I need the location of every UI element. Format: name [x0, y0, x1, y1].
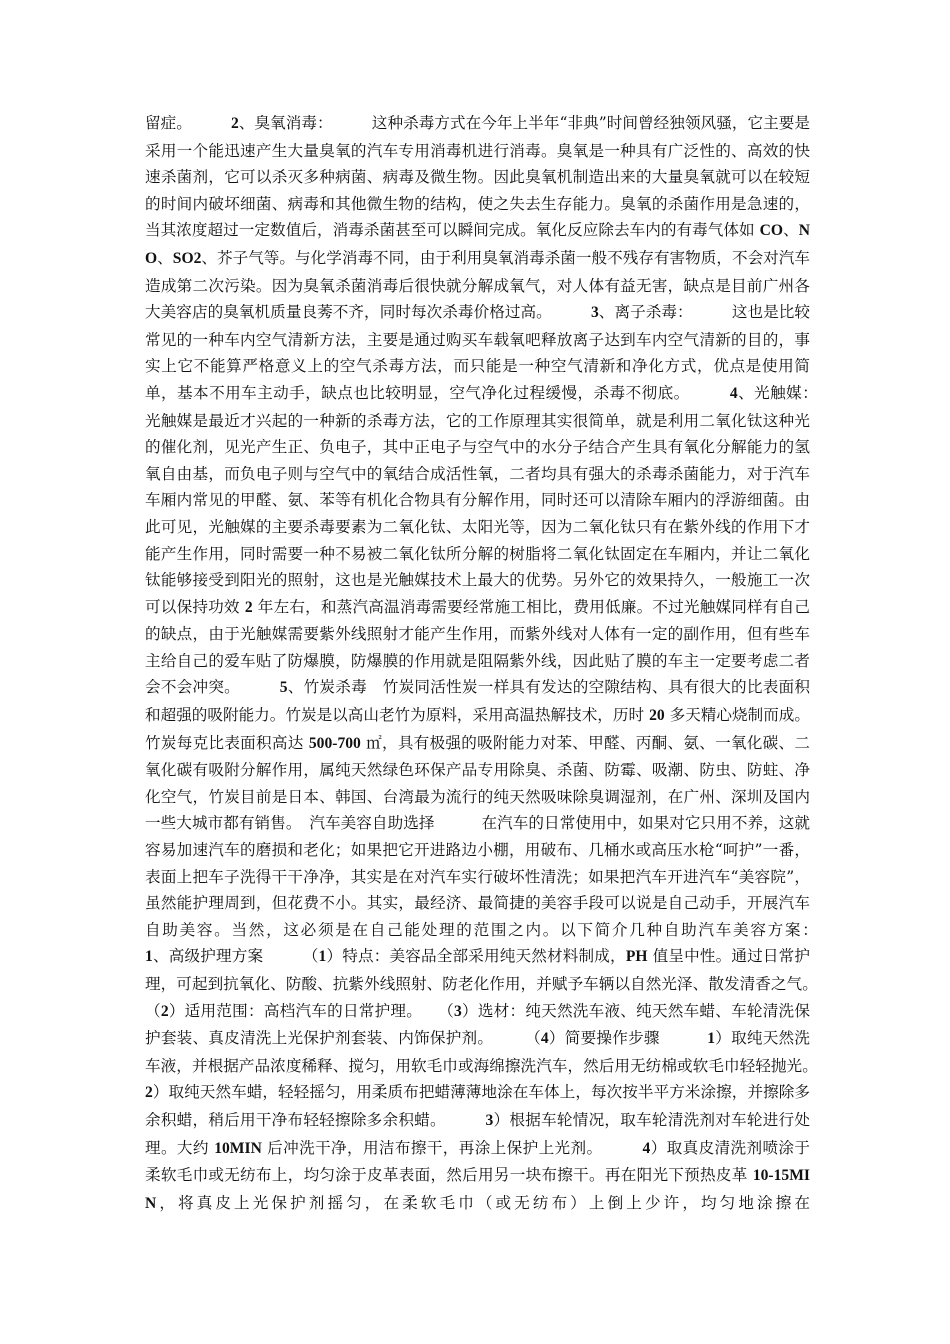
text-run: 、 — [783, 221, 799, 240]
text-run: ）根据车轮情况，取车轮清洗剂对车轮进行处理。大约 — [145, 1110, 810, 1157]
bold-text-run: SO2 — [172, 249, 202, 267]
bold-text-run: 2 — [160, 1002, 169, 1020]
text-run: ）特点：美容品全部采用纯天然材料制成， — [326, 947, 626, 966]
text-run: 、光触媒： 光触媒是最近才兴起的一种新的杀毒方法，它的工作原理其实很简单，就是利用二氧化钛这种光的催化剂，见光产生正、负电子，其中正电子与空气中的水分子结合产生具有氧化分解能力的氢氧自由基，而负电子则与空气中的氧结合成活性氧，二者均具有强大的杀毒杀菌能力，对于汽车车厢内常见的甲醛、氨、苯等有机化合物具有分解作用，同时还可以清除车厢内的浮游细菌。由此可见，光触媒的主要杀毒要素为二氧化钛、太阳光等，因为二氧化钛只有在紫外线的作用下才能产生作用，同时需要一种不易被二氧化钛所分解的树脂将二氧化钛固定在车厢内，并让二氧化钛能够接受到阳光的照射，这也是光触媒技术上最大的优势。另外它的效果持久，一般施工一次可以保持功效 — [145, 383, 857, 616]
text-run: ）选材：纯天然洗车液、纯天然车蜡、车轮清洗保护套装、真皮清洗上光保护剂套装、内饰保护剂。 （ — [145, 1001, 810, 1048]
bold-text-run: 4 — [642, 1139, 651, 1157]
text-run: ）适用范围：高档汽车的日常护理。 （ — [168, 1001, 454, 1020]
text-run: 、离子杀毒： 这也是比较常见的一种车内空气清新方法，主要是通过购买车载氧吧释放离子达到车内空气清新的目的，事实上它不能算严格意义上的空气杀毒方法，而只能是一种空气清新和净化方式，优点是使用简单，基本不用车主动手，缺点也比较明显，空气净化过程缓慢，杀毒不彻底。 — [145, 303, 811, 402]
bold-text-run: NO — [145, 222, 810, 267]
bold-text-run: PH — [625, 948, 648, 966]
body-paragraph — [145, 110, 857, 1217]
text-run: 值呈中性。通过日常护理，可起到抗氧化、防酸、抗紫外线照射、防老化作用，并赋予车辆以自然光泽、散发清香之气。 （ — [145, 947, 842, 1020]
text-run: ）取纯天然洗车液，并根据产品浓度稀释、搅匀，用软毛巾或海绵擦洗汽车，然后用无纺棉或软毛巾轻轻抛光。 — [145, 1029, 857, 1075]
bold-text-run: 2 — [145, 1084, 153, 1102]
text-run: ）取纯天然车蜡，轻轻摇匀，用柔质布把蜡薄薄地涂在车体上，每次按半平方米涂擦，并擦除多余积蜡，稍后用干净布轻轻擦除多余积蜡。 — [145, 1083, 810, 1129]
text-run: 后冲洗干净，用洁布擦干，再涂上保护上光剂。 — [261, 1138, 643, 1157]
bold-text-run: 2 — [231, 115, 239, 132]
text-run: 、芥子气等。与化学消毒不同，由于利用臭氧消毒杀菌一般不残存有害物质，不会对汽车造成第二次污染。因为臭氧杀菌消毒后很快就分解成氧气，对人体有益无害，缺点是目前广州各大美容店的臭氧机质量良莠不齐，同时每次杀毒价格过高。 — [145, 248, 810, 322]
bold-text-run: 10-15MIN — [145, 1167, 810, 1212]
text-run: 年左右，和蒸汽高温消毒需要经常施工相比，费用低廉。不过光触媒同样有自己的缺点，由于光触媒需要紫外线照射才能产生作用，而紫外线对人体有一定的副作用，但有些车主给自己的爱车贴了防爆膜，防爆膜的作用就是阻隔紫外线，因此贴了膜的车主一定要考虑二者会不会冲突。 — [145, 597, 810, 697]
text-run: 、高级护理方案 （ — [152, 947, 319, 966]
bold-text-run: 1 — [318, 948, 327, 966]
bold-text-run: 1 — [145, 948, 153, 966]
bold-text-run: CO — [759, 222, 784, 240]
text-run: ，将真皮上光保护剂摇匀，在柔软毛巾（或无纺布）上倒上少许，均匀地涂擦在 — [156, 1193, 810, 1212]
bold-text-run: 20 — [649, 707, 665, 725]
text-run: 、 — [157, 248, 173, 267]
text-run: 多天精心烧制而成。竹炭每克比表面积高达 — [145, 706, 810, 752]
bold-text-run: 5 — [279, 679, 288, 697]
bold-text-run: 4 — [729, 384, 738, 402]
bold-text-run: 1 — [707, 1030, 716, 1048]
bold-text-run: 500-700 — [308, 734, 361, 752]
bold-text-run: 2 — [244, 598, 253, 616]
text-run: 留症。 — [145, 114, 232, 132]
bold-text-run: 3 — [485, 1111, 494, 1129]
text-run: 、臭氧消毒： 这种杀毒方式在今年上半年“非典”时间曾经独领风骚，它主要是采用一个能迅速产生大量臭氧的汽车专用消毒机进行消毒。臭氧是一种具有广泛性的、高效的快速杀菌剂，它可以杀灭多种病菌、病毒及微生物。因此臭氧机制造出来的大量臭氧就可以在较短的时间内破坏细菌、病毒和其他微生物的结构，使之失去生存能力。臭氧的杀菌作用是急速的，当其浓度超过一定数值后，消毒杀菌甚至可以瞬间完成。氧化反应除去车内的有毒气体如 — [145, 114, 810, 240]
bold-text-run: 3 — [590, 304, 599, 322]
text-run: 、竹炭杀毒 竹炭同活性炭一样具有发达的空隙结构、具有很大的比表面积和超强的吸附能力。竹炭是以高山老竹为原料，采用高温热解技术，历时 — [145, 678, 810, 725]
bold-text-run: 3 — [453, 1002, 462, 1020]
bold-text-run: 10MIN — [214, 1139, 262, 1157]
bold-text-run: 4 — [540, 1030, 549, 1048]
text-run: ）取真皮清洗剂喷涂于柔软毛巾或无纺布上，均匀涂于皮革表面，然后用另一块布擦干。再在阳光下预热皮革 — [145, 1138, 810, 1185]
text-run: ）简要操作步骤 — [548, 1029, 708, 1048]
text-run: ㎡，具有极强的吸附能力对苯、甲醛、丙酮、氨、一氧化碳、二氧化碳有吸附分解作用，属纯天然绿色环保产品专用除臭、杀菌、防霉、吸潮、防虫、防蛀、净化空气，竹炭目前是日本、韩国、台湾最为流行的纯天然吸味除臭调湿剂，在广州、深圳及国内一些大城市都有销售。 汽车美容自助选择 在汽车的日常使用中，如果对它只用不养，这就容易加速汽车的磨损和老化；如果把它开进路边小棚，用破布、几桶水或高压水枪“呵护”一番，表面上把车子洗得干干净净，其实是在对汽车实行破坏性清洗；如果把汽车开进汽车“美容院”，虽然能护理周到，但花费不小。其实，最经济、最简捷的美容手段可以说是自己动手，开展汽车自助美容。当然，这必须是在自己能处理的范围之内。以下简介几种自助汽车美容方案： — [145, 733, 857, 939]
